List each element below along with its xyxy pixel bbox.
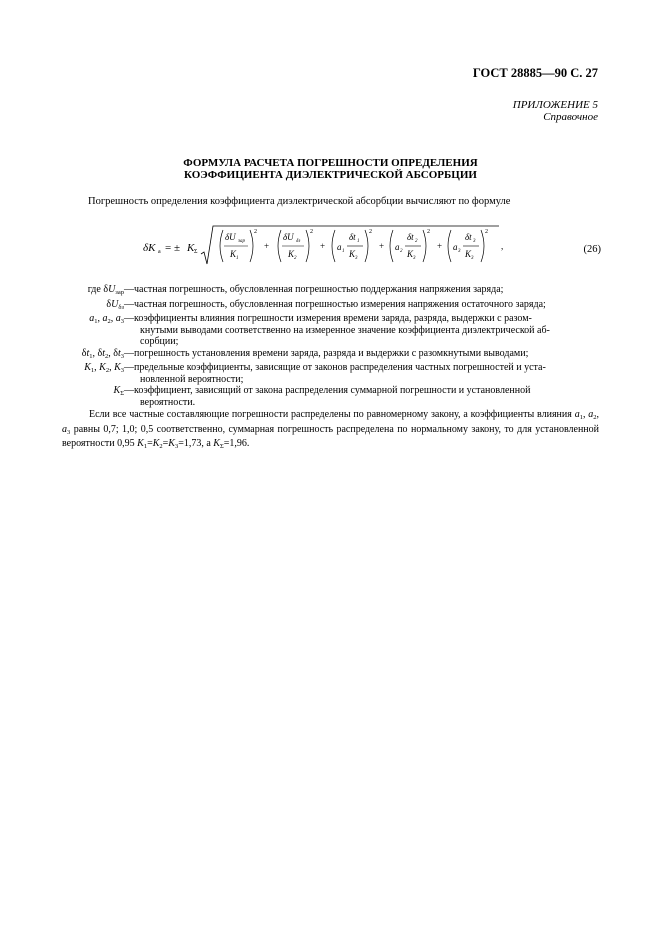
svg-text:2: 2 [415, 239, 418, 244]
svg-text:+: + [264, 241, 270, 251]
formula-26 [143, 224, 603, 268]
svg-text:a: a [337, 242, 342, 252]
title-line-1: ФОРМУЛА РАСЧЕТА ПОГРЕШНОСТИ ОПРЕДЕЛЕНИЯ [183, 157, 478, 169]
definition-text: частная погрешность, обусловленная погрешностью поддержания напряжения заряда; [134, 284, 504, 295]
svg-text:3: 3 [413, 256, 416, 261]
svg-text:+: + [379, 241, 385, 251]
svg-text:зар: зар [238, 239, 245, 244]
definition-text: частная погрешность, обусловленная погрешностью измерения напряжения остаточного заряда; [134, 298, 546, 310]
svg-text:2: 2 [400, 249, 403, 254]
definition-item: где $\delta U_{зар}$ — частная погрешность, обусловленная погрешностью поддержания напряжения заряда; [62, 284, 599, 299]
svg-text:δt: δt [349, 232, 356, 242]
svg-text:K: K [230, 249, 237, 259]
svg-text:δU: δU [283, 232, 294, 242]
appendix-number: ПРИЛОЖЕНИЕ 5 [512, 99, 598, 111]
definitions-list [62, 284, 599, 408]
appendix-label [513, 99, 598, 123]
svg-text:K: K [407, 249, 414, 259]
svg-text:δз: δз [296, 239, 301, 244]
definition-symbol: $a_1$, $a_2$, $a_3$ [89, 313, 124, 325]
svg-text:δt: δt [465, 232, 472, 242]
svg-text:1: 1 [357, 239, 360, 244]
svg-text:2: 2 [254, 229, 257, 235]
svg-text:a: a [395, 242, 400, 252]
page-header: ГОСТ 28885—90 С. 27 [472, 66, 598, 80]
svg-text:Σ: Σ [194, 249, 198, 255]
definition-symbol: где $\delta U_{зар}$ [87, 284, 124, 296]
section-title [0, 157, 661, 181]
definition-symbol: $K_1$, $K_2$, $K_3$ [84, 362, 124, 374]
svg-text:2: 2 [294, 256, 297, 261]
equation-number: (26) [583, 244, 601, 255]
svg-text:δK: δK [143, 242, 156, 254]
title-line-2: КОЭФФИЦИЕНТА ДИЭЛЕКТРИЧЕСКОЙ АБСОРБЦИИ [184, 169, 477, 181]
definition-text: погрешность установления времени заряда, разряда и выдержки с разомкнутыми выводами; [134, 347, 529, 359]
formula-graphic [143, 224, 603, 268]
svg-text:δt: δt [407, 232, 414, 242]
definition-item: $\delta U_{\delta з}$ — частная погрешность, обусловленная погрешностью измерения напряжения остаточного заряда; [62, 299, 599, 314]
definition-item: $\delta t_1$, $\delta t_2$, $\delta t_3$ — погрешность установления времени заряда, разряда и выдержки с разомкнутыми выводами; [62, 348, 599, 363]
svg-text:2: 2 [310, 229, 313, 235]
svg-text:K: K [187, 242, 195, 254]
definition-item: $K_\Sigma$ — коэффициент, зависящий от закона распределения суммарной погрешности и установленной вероятности. [62, 385, 599, 408]
svg-text:= ±: = ± [165, 242, 180, 254]
svg-text:+: + [320, 241, 326, 251]
svg-text:2: 2 [485, 229, 488, 235]
svg-text:a: a [453, 242, 458, 252]
definition-symbol: $\delta t_1$, $\delta t_2$, $\delta t_3$ [81, 347, 124, 360]
svg-text:a: a [158, 249, 161, 255]
svg-text:K: K [349, 249, 356, 259]
svg-text:δU: δU [225, 232, 236, 242]
svg-text:,: , [501, 241, 504, 251]
appendix-kind: Справочное [543, 111, 598, 123]
svg-text:+: + [437, 241, 443, 251]
definition-symbol: $K_\Sigma$ [113, 385, 124, 397]
definition-text: предельные коэффициенты, зависящие от законов распределения частных погрешностей и уста- новленной вероятности; [134, 362, 546, 385]
svg-text:K: K [288, 249, 295, 259]
svg-text:2: 2 [369, 229, 372, 235]
definition-item: $a_1$, $a_2$, $a_3$ — коэффициенты влияния погрешности измерения времени заряда, разряда, выдержки с разом- кнутыми выводами соответственно на измеренное значение коэффициента диэлектрической аб- сорбции; [62, 313, 599, 348]
svg-text:3: 3 [458, 249, 461, 254]
svg-text:1: 1 [342, 249, 345, 254]
definition-symbol: $\delta U_{\delta з}$ [106, 298, 124, 311]
svg-text:3: 3 [473, 239, 476, 244]
conclusion-paragraph: Если все частные составляющие погрешности распределены по равномерному закону, а коэффициенты влияния $a_1$, $a_2$, $a_3$ равны 0,7; 1,0; 0,5 соответственно, суммарная погрешность распределена по нормальному закону, то для установленной вероятности 0,95 $K_1=K_2=K_3=1,73$, а $K_\Sigma=1,96$. [62, 409, 600, 450]
intro-text: Погрешность определения коэффициента диэлектрической абсорбции вычисляют по формуле [88, 196, 511, 207]
definition-item: $K_1$, $K_2$, $K_3$ — предельные коэффициенты, зависящие от законов распределения частных погрешностей и уста- новленной вероятности; [62, 362, 599, 385]
definition-text: коэффициенты влияния погрешности измерения времени заряда, разряда, выдержки с разом- кнутыми выводами соответственно на измеренное значение коэффициента диэлектрической аб- сорбции; [134, 313, 550, 347]
svg-text:1: 1 [236, 256, 239, 261]
svg-text:K: K [465, 249, 472, 259]
svg-text:2: 2 [427, 229, 430, 235]
definition-text: коэффициент, зависящий от закона распределения суммарной погрешности и установленной вероятности. [134, 385, 531, 408]
svg-text:3: 3 [355, 256, 358, 261]
svg-text:3: 3 [471, 256, 474, 261]
